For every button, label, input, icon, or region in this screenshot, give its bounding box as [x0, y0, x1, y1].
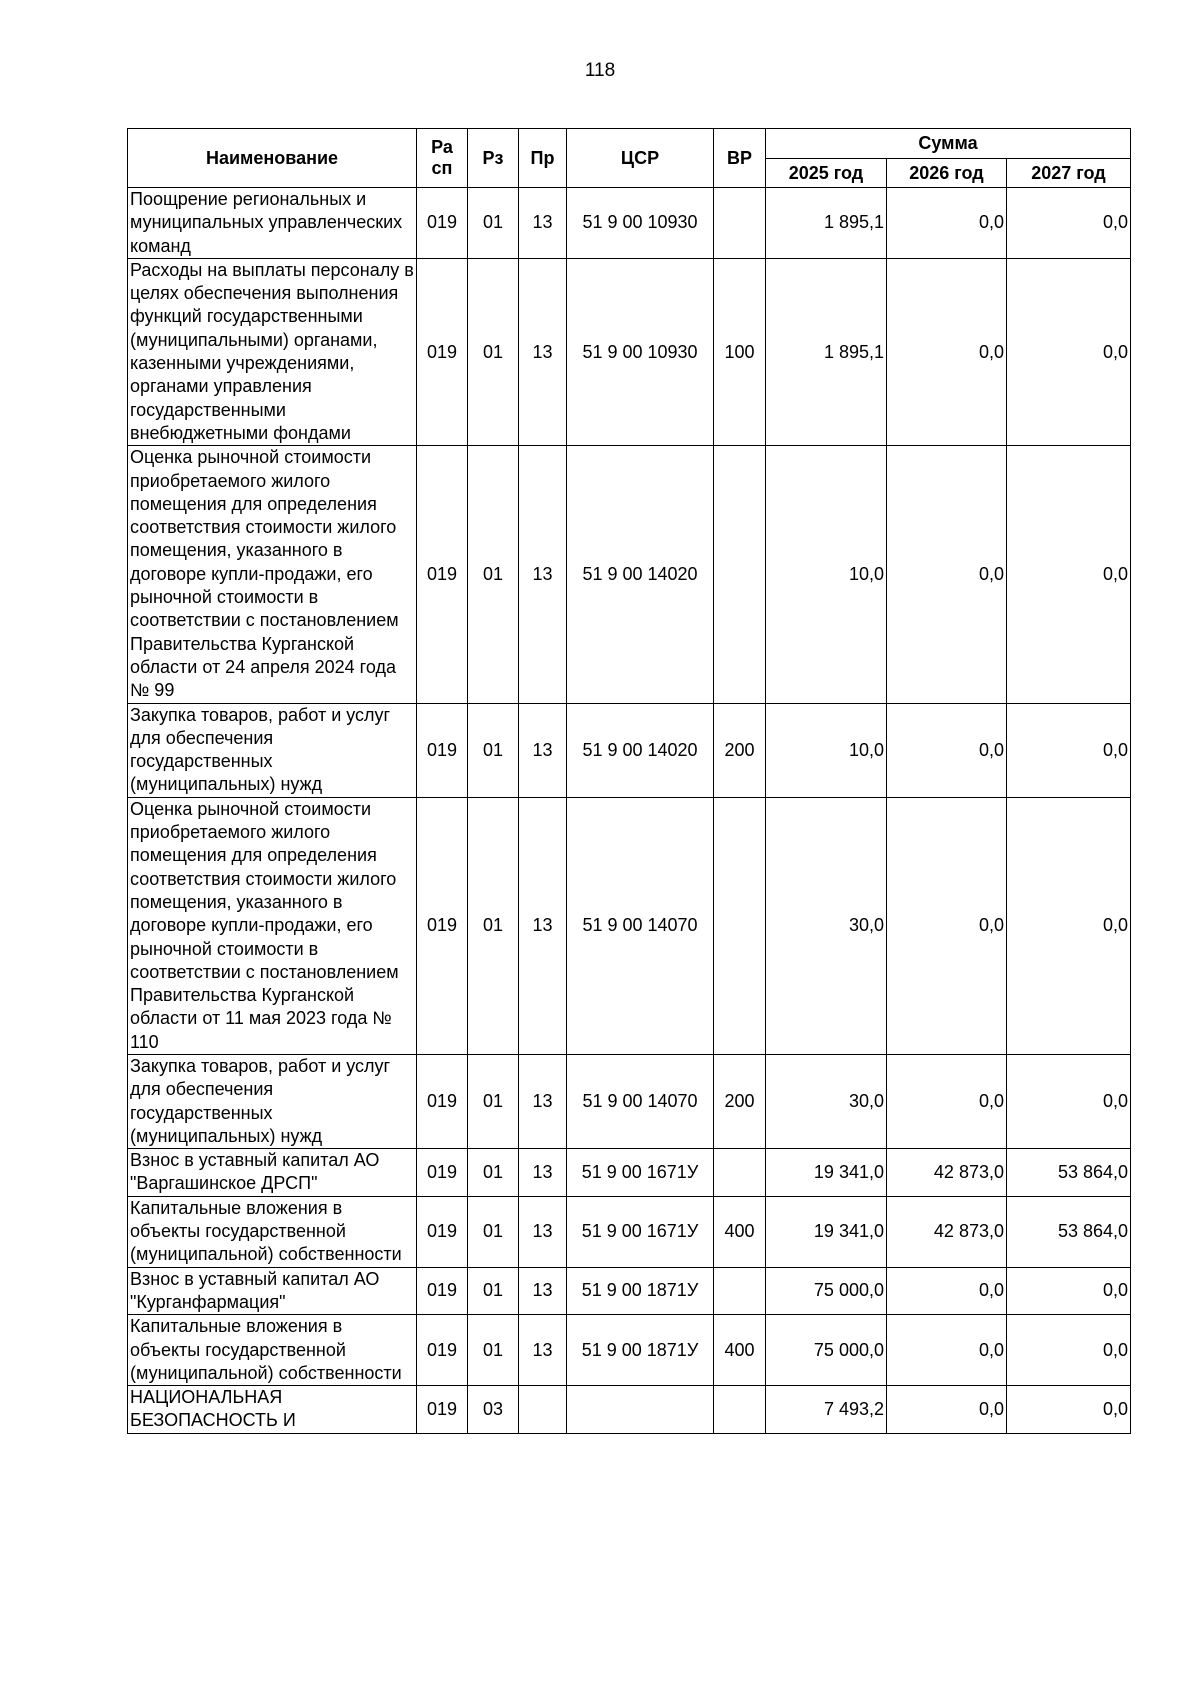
- row-sum-2027: 0,0: [1007, 797, 1131, 1054]
- header-name: Наименование: [128, 129, 417, 188]
- row-pr: 13: [519, 258, 567, 445]
- row-rasp: 019: [417, 258, 468, 445]
- row-vr: [714, 188, 766, 259]
- row-sum-2027: 0,0: [1007, 446, 1131, 703]
- row-csr: 51 9 00 1671У: [567, 1149, 714, 1197]
- table-body: [128, 188, 1131, 1434]
- row-sum-2025: 75 000,0: [766, 1315, 887, 1386]
- header-year-2027: 2027 год: [1007, 159, 1131, 188]
- row-vr: [714, 1149, 766, 1197]
- row-csr: 51 9 00 1671У: [567, 1196, 714, 1267]
- table-row: [128, 1267, 1131, 1315]
- row-csr: [567, 1386, 714, 1434]
- row-sum-2026: 0,0: [887, 1054, 1007, 1148]
- row-name: Оценка рыночной стоимости приобретаемого жилого помещения для определения соответствия стоимости жилого помещения, указанного в договоре купли-продажи, его рыночной стоимости в соответствии с постановлением Правительства Курганской области от 11 мая 2023 года № 110: [128, 797, 417, 1054]
- row-rasp: 019: [417, 1054, 468, 1148]
- row-rz: 01: [468, 258, 519, 445]
- budget-table: [127, 128, 1131, 1434]
- row-name: НАЦИОНАЛЬНАЯ БЕЗОПАСНОСТЬ И: [128, 1386, 417, 1434]
- row-sum-2027: 0,0: [1007, 258, 1131, 445]
- row-csr: 51 9 00 10930: [567, 188, 714, 259]
- row-vr: 400: [714, 1196, 766, 1267]
- row-sum-2026: 0,0: [887, 797, 1007, 1054]
- table-row: [128, 188, 1131, 259]
- row-rz: 01: [468, 1054, 519, 1148]
- row-csr: 51 9 00 1871У: [567, 1267, 714, 1315]
- row-pr: 13: [519, 1315, 567, 1386]
- row-name: Закупка товаров, работ и услуг для обеспечения государственных (муниципальных) нужд: [128, 1054, 417, 1148]
- row-rasp: 019: [417, 703, 468, 797]
- row-sum-2026: 0,0: [887, 1315, 1007, 1386]
- row-csr: 51 9 00 14070: [567, 1054, 714, 1148]
- row-name: Поощрение региональных и муниципальных управленческих команд: [128, 188, 417, 259]
- row-sum-2025: 19 341,0: [766, 1196, 887, 1267]
- table-row: [128, 258, 1131, 445]
- row-rz: 01: [468, 797, 519, 1054]
- row-sum-2025: 30,0: [766, 1054, 887, 1148]
- row-rz: 01: [468, 703, 519, 797]
- header-rasp-line2: сп: [431, 158, 453, 178]
- row-rasp: 019: [417, 446, 468, 703]
- row-rz: 01: [468, 188, 519, 259]
- row-name: Капитальные вложения в объекты государственной (муниципальной) собственности: [128, 1196, 417, 1267]
- row-sum-2025: 1 895,1: [766, 258, 887, 445]
- row-sum-2026: 0,0: [887, 1267, 1007, 1315]
- row-sum-2026: 0,0: [887, 703, 1007, 797]
- row-vr: [714, 446, 766, 703]
- row-pr: [519, 1386, 567, 1434]
- row-rz: 01: [468, 1149, 519, 1197]
- header-year-2025: 2025 год: [766, 159, 887, 188]
- row-pr: 13: [519, 1196, 567, 1267]
- row-sum-2025: 7 493,2: [766, 1386, 887, 1434]
- row-pr: 13: [519, 1054, 567, 1148]
- row-sum-2026: 42 873,0: [887, 1149, 1007, 1197]
- row-rz: 01: [468, 1267, 519, 1315]
- row-sum-2026: 0,0: [887, 1386, 1007, 1434]
- row-rasp: 019: [417, 797, 468, 1054]
- row-rasp: 019: [417, 1315, 468, 1386]
- row-rasp: 019: [417, 1149, 468, 1197]
- row-pr: 13: [519, 446, 567, 703]
- row-name: Капитальные вложения в объекты государственной (муниципальной) собственности: [128, 1315, 417, 1386]
- row-csr: 51 9 00 1871У: [567, 1315, 714, 1386]
- row-sum-2025: 30,0: [766, 797, 887, 1054]
- row-csr: 51 9 00 10930: [567, 258, 714, 445]
- row-sum-2027: 0,0: [1007, 1267, 1131, 1315]
- table-row: [128, 446, 1131, 703]
- table-row: [128, 1315, 1131, 1386]
- row-pr: 13: [519, 797, 567, 1054]
- row-name: Взнос в уставный капитал АО "Варгашинское ДРСП": [128, 1149, 417, 1197]
- row-sum-2027: 53 864,0: [1007, 1149, 1131, 1197]
- row-rz: 01: [468, 1315, 519, 1386]
- row-vr: 200: [714, 1054, 766, 1148]
- row-rasp: 019: [417, 1267, 468, 1315]
- row-sum-2026: 0,0: [887, 258, 1007, 445]
- row-sum-2026: 0,0: [887, 446, 1007, 703]
- row-rz: 03: [468, 1386, 519, 1434]
- header-rasp-line1: Ра: [431, 137, 453, 157]
- header-csr: ЦСР: [567, 129, 714, 188]
- row-vr: 200: [714, 703, 766, 797]
- row-pr: 13: [519, 1267, 567, 1315]
- row-sum-2027: 0,0: [1007, 188, 1131, 259]
- row-vr: [714, 1386, 766, 1434]
- row-sum-2027: 53 864,0: [1007, 1196, 1131, 1267]
- row-sum-2025: 10,0: [766, 446, 887, 703]
- row-vr: 400: [714, 1315, 766, 1386]
- row-pr: 13: [519, 188, 567, 259]
- table-row: [128, 797, 1131, 1054]
- row-pr: 13: [519, 703, 567, 797]
- header-vr: ВР: [714, 129, 766, 188]
- row-name: Взнос в уставный капитал АО "Курганфармация": [128, 1267, 417, 1315]
- row-sum-2027: 0,0: [1007, 1386, 1131, 1434]
- row-name: Закупка товаров, работ и услуг для обеспечения государственных (муниципальных) нужд: [128, 703, 417, 797]
- row-rz: 01: [468, 1196, 519, 1267]
- table-row: [128, 703, 1131, 797]
- header-pr: Пр: [519, 129, 567, 188]
- header-summa: Сумма: [766, 129, 1131, 159]
- row-rasp: 019: [417, 1196, 468, 1267]
- row-sum-2025: 19 341,0: [766, 1149, 887, 1197]
- row-sum-2025: 1 895,1: [766, 188, 887, 259]
- header-rasp: [417, 129, 468, 188]
- row-name: Оценка рыночной стоимости приобретаемого жилого помещения для определения соответствия стоимости жилого помещения, указанного в договоре купли-продажи, его рыночной стоимости в соответствии с постановлением Правительства Курганской области от 24 апреля 2024 года № 99: [128, 446, 417, 703]
- row-vr: 100: [714, 258, 766, 445]
- row-sum-2026: 0,0: [887, 188, 1007, 259]
- row-name: Расходы на выплаты персоналу в целях обеспечения выполнения функций государственными (муниципальными) органами, казенными учреждениями, органами управления государственными внебюджетными фондами: [128, 258, 417, 445]
- row-csr: 51 9 00 14020: [567, 703, 714, 797]
- table-row: [128, 1149, 1131, 1197]
- row-pr: 13: [519, 1149, 567, 1197]
- header-rz: Рз: [468, 129, 519, 188]
- row-sum-2027: 0,0: [1007, 1315, 1131, 1386]
- row-sum-2027: 0,0: [1007, 703, 1131, 797]
- table-row: [128, 1386, 1131, 1434]
- row-rz: 01: [468, 446, 519, 703]
- row-csr: 51 9 00 14070: [567, 797, 714, 1054]
- row-sum-2026: 42 873,0: [887, 1196, 1007, 1267]
- header-row: [128, 129, 1131, 159]
- page-number: 118: [584, 60, 616, 81]
- row-vr: [714, 797, 766, 1054]
- row-csr: 51 9 00 14020: [567, 446, 714, 703]
- row-vr: [714, 1267, 766, 1315]
- row-sum-2025: 10,0: [766, 703, 887, 797]
- row-rasp: 019: [417, 1386, 468, 1434]
- table-row: [128, 1054, 1131, 1148]
- row-rasp: 019: [417, 188, 468, 259]
- header-year-2026: 2026 год: [887, 159, 1007, 188]
- row-sum-2027: 0,0: [1007, 1054, 1131, 1148]
- row-sum-2025: 75 000,0: [766, 1267, 887, 1315]
- table-row: [128, 1196, 1131, 1267]
